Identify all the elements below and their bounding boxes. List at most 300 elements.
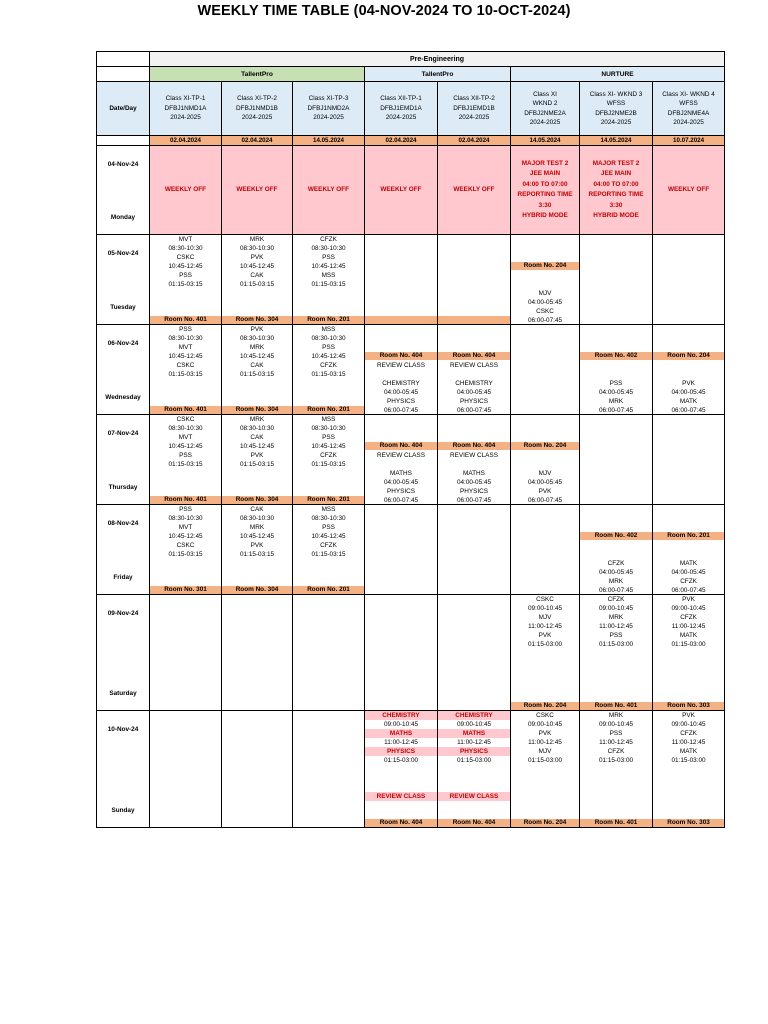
cell-line (653, 334, 724, 343)
schedule-cell (653, 711, 725, 828)
super-header: Pre-Engineering (150, 52, 725, 67)
schedule-cell (653, 235, 725, 325)
room-badge: Room No. 204 (511, 442, 579, 450)
cell-line: CHEMISTRY (382, 380, 420, 387)
schedule-cell (222, 711, 293, 828)
class-header-line: 2024-2025 (458, 114, 490, 122)
cell-line (511, 451, 579, 460)
cell-line: 01:15-03:15 (311, 461, 346, 468)
cell-line: PVK (538, 632, 552, 639)
schedule-cell (222, 235, 293, 325)
cell-line: 10:45-12:45 (168, 353, 203, 360)
room-badge: Room No. 404 (438, 819, 510, 827)
schedule-cell (293, 415, 365, 505)
schedule-cell (293, 505, 365, 595)
cell-line: CHEMISTRY (455, 380, 493, 387)
schedule-cell (438, 711, 511, 828)
cell-line: 01:15-03:15 (239, 461, 275, 468)
cell-line: REVIEW CLASS (450, 362, 498, 369)
cell-line: REVIEW CLASS (438, 792, 510, 801)
cell-line: PSS (179, 506, 192, 513)
class-start-date: 02.04.2024 (222, 136, 293, 146)
room-badge: Room No. 204 (511, 262, 579, 270)
cell-line: WEEKLY OFF (164, 185, 207, 193)
cell-line: PSS (322, 524, 335, 531)
cell-line (511, 244, 579, 253)
cell-line: 10:45-12:45 (311, 353, 346, 360)
class-header-line: DFBJ1EMD1B (453, 104, 495, 112)
room-badge: Room No. 204 (653, 352, 724, 360)
schedule-cell (580, 415, 653, 505)
schedule-cell (150, 505, 222, 595)
start-date-blank (97, 136, 150, 146)
weekly-off-cell (580, 146, 653, 235)
cell-line (438, 370, 510, 379)
cell-line: MJV (538, 290, 552, 297)
cell-line: 10:45-12:45 (239, 533, 275, 540)
cell-line: CHEMISTRY (365, 711, 437, 720)
class-start-date: 14.05.2024 (580, 136, 653, 146)
cell-line: 01:15-03:15 (168, 281, 203, 288)
cell-line: MRK (249, 344, 265, 351)
room-badge: Room No. 404 (365, 819, 437, 827)
cell-line (365, 774, 437, 783)
cell-line: 09:00-10:45 (671, 605, 706, 612)
cell-line: 08:30-10:30 (311, 515, 346, 522)
cell-line (511, 424, 579, 433)
cell-line: HYBRID MODE (522, 212, 568, 219)
cell-line: REPORTING TIME (588, 191, 644, 198)
cell-line: 06:00-07:45 (598, 407, 634, 414)
cell-line: 01:15-03:00 (598, 757, 634, 764)
cell-lines (653, 505, 724, 595)
group-header: TallentPro (365, 67, 511, 82)
cell-line: 11:00-12:45 (528, 623, 562, 630)
class-header-line: 2024-2025 (600, 119, 632, 126)
cell-line: MJV (538, 614, 552, 621)
cell-line: MRK (608, 578, 624, 585)
room-badge: Room No. 301 (150, 586, 221, 594)
day-name: Sunday (111, 807, 135, 814)
cell-line (438, 343, 510, 352)
cell-line: 06:00-07:45 (456, 497, 492, 504)
cell-line (511, 280, 579, 289)
cell-line: PHYSICS (438, 747, 510, 756)
day-row (97, 711, 725, 828)
schedule-cell (653, 415, 725, 505)
cell-line: 01:15-03:00 (456, 757, 492, 764)
cell-lines (222, 415, 292, 469)
cell-line: 01:15-03:15 (311, 371, 346, 378)
cell-line (438, 433, 510, 442)
cell-line: CAK (250, 362, 264, 369)
room-badge: Room No. 304 (222, 316, 292, 324)
cell-lines (653, 711, 724, 765)
cell-line: CFZK (320, 236, 337, 243)
cell-line: REVIEW CLASS (450, 452, 498, 459)
group-header: TallentPro (150, 67, 365, 82)
cell-line: 09:00-10:45 (598, 605, 634, 612)
cell-line: CAK (250, 272, 264, 279)
cell-line: REVIEW CLASS (377, 452, 425, 459)
cell-line: CFZK (320, 452, 337, 459)
class-header (653, 82, 725, 136)
room-badge: Room No. 201 (293, 496, 364, 504)
cell-line (580, 343, 652, 352)
cell-line (653, 523, 724, 532)
cell-line (438, 334, 510, 343)
schedule-cell (438, 505, 511, 595)
class-header-line: Class XI- WKND 4 (662, 90, 715, 98)
cell-line: CAK (250, 506, 264, 513)
cell-line: 06:00-07:45 (456, 407, 492, 414)
schedule-cell (511, 505, 580, 595)
weekly-off-cell (365, 146, 438, 235)
cell-line: MSS (321, 416, 336, 423)
cell-line: 08:30-10:30 (239, 335, 275, 342)
cell-line (653, 370, 724, 379)
cell-line (365, 783, 437, 792)
class-header-line: Class XI-TP-3 (308, 95, 349, 103)
cell-line (511, 235, 579, 244)
schedule-cell (293, 711, 365, 828)
cell-line: 09:00-10:45 (527, 605, 563, 612)
room-badge: Room No. 404 (438, 442, 510, 450)
cell-line: MATK (679, 632, 698, 639)
cell-lines (580, 595, 652, 649)
room-badge: Room No. 303 (653, 702, 724, 710)
room-badge (365, 316, 437, 324)
schedule-cell (365, 711, 438, 828)
cell-lines (365, 711, 437, 801)
day-cell (97, 711, 150, 828)
day-cell (97, 235, 150, 325)
cell-line: 08:30-10:30 (168, 335, 203, 342)
class-header-line: WFSS (606, 100, 626, 107)
header-row-super (97, 52, 725, 67)
cell-line (438, 460, 510, 469)
cell-line: MRK (608, 614, 624, 621)
day-date: 05-Nov-24 (107, 250, 139, 257)
cell-line: 08:30-10:30 (168, 515, 203, 522)
day-date: 08-Nov-24 (107, 520, 139, 527)
cell-line: WEEKLY OFF (380, 185, 422, 193)
cell-line: MSS (321, 506, 336, 513)
cell-line: 10:45-12:45 (168, 443, 203, 450)
room-badge: Room No. 402 (580, 352, 652, 360)
schedule-cell (438, 595, 511, 711)
cell-line (580, 550, 652, 559)
cell-line (580, 514, 652, 523)
date-day-header: Date/Day (97, 82, 150, 136)
cell-line (365, 460, 437, 469)
cell-line: 01:15-03:15 (311, 281, 346, 288)
class-header (438, 82, 511, 136)
schedule-cell (438, 235, 511, 325)
cell-line: MSS (321, 326, 336, 333)
cell-lines (438, 711, 510, 801)
room-badge: Room No. 404 (438, 352, 510, 360)
cell-line: MAJOR TEST 2 (592, 159, 640, 167)
cell-line: 11:00-12:45 (599, 623, 633, 630)
weekly-off-cell (511, 146, 580, 235)
cell-line (365, 765, 437, 774)
schedule-cell (580, 505, 653, 595)
schedule-cell (653, 325, 725, 415)
cell-line: CFZK (680, 578, 697, 585)
day-row (97, 325, 725, 415)
class-header-line: 2024-2025 (313, 114, 344, 122)
cell-line: CSKC (176, 362, 195, 369)
cell-line: 11:00-12:45 (457, 739, 491, 746)
group-header: NURTURE (511, 67, 725, 82)
room-badge: Room No. 401 (150, 316, 221, 324)
day-name: Tuesday (110, 304, 136, 311)
cell-line (580, 523, 652, 532)
cell-line: PSS (322, 434, 335, 441)
cell-line: PSS (179, 326, 192, 333)
schedule-cell (293, 235, 365, 325)
cell-line: JEE MAIN (600, 170, 632, 177)
cell-line: CSKC (176, 542, 195, 549)
cell-line (365, 343, 437, 352)
cell-lines (150, 505, 221, 559)
cell-line: PVK (250, 326, 264, 333)
cell-line: 04:00-05:45 (598, 569, 634, 576)
class-header-line: Class XI-TP-2 (237, 95, 277, 103)
cell-line (580, 334, 652, 343)
cell-lines (150, 235, 221, 289)
cell-lines (365, 415, 437, 505)
schedule-cell (222, 415, 293, 505)
cell-line: MRK (608, 712, 624, 719)
cell-lines (293, 325, 364, 379)
class-header-line: DFBJ1NMD1B (236, 104, 278, 112)
cell-line (511, 271, 579, 280)
cell-line: MATK (679, 560, 698, 567)
room-badge: Room No. 401 (580, 702, 652, 710)
cell-line: PVK (682, 380, 695, 387)
room-badge: Room No. 401 (150, 496, 221, 504)
cell-line: 04:00-05:45 (671, 389, 706, 396)
cell-line: 10:45-12:45 (168, 263, 203, 270)
cell-lines (511, 595, 579, 649)
schedule-cell (511, 595, 580, 711)
cell-line: REPORTING TIME (517, 191, 573, 198)
cell-line: 3:30 (609, 201, 623, 209)
cell-lines (222, 235, 292, 289)
cell-line: 01:15-03:15 (311, 551, 346, 558)
cell-line: 01:15-03:15 (168, 461, 203, 468)
class-header-line: 2024-2025 (673, 119, 704, 126)
class-header-line: DFBJ2NME2B (595, 109, 637, 117)
schedule-cell (365, 235, 438, 325)
class-header-line: DFBJ1NMD2A (307, 104, 350, 112)
cell-line: 06:00-07:45 (383, 407, 419, 414)
schedule-cell (511, 415, 580, 505)
cell-lines (653, 325, 724, 415)
day-name: Saturday (109, 690, 137, 697)
room-badge: Room No. 304 (222, 406, 292, 414)
class-header-line: Class XI (533, 90, 557, 98)
room-badge: Room No. 402 (580, 532, 652, 540)
schedule-cell (222, 505, 293, 595)
cell-line: 10:45-12:45 (239, 443, 275, 450)
cell-lines (511, 415, 579, 505)
cell-line: PVK (250, 542, 264, 549)
cell-line: MVT (178, 524, 193, 531)
cell-line: 08:30-10:30 (239, 425, 275, 432)
cell-line: 01:15-03:00 (527, 757, 563, 764)
cell-line: CFZK (320, 362, 337, 369)
cell-line: 01:15-03:15 (239, 551, 275, 558)
cell-line: CFZK (680, 730, 697, 737)
cell-line: CSKC (176, 254, 195, 261)
class-start-date: 14.05.2024 (293, 136, 365, 146)
room-badge: Room No. 201 (293, 316, 364, 324)
cell-lines (293, 505, 364, 559)
room-badge: Room No. 201 (653, 532, 724, 540)
cell-line: 04:00-05:45 (671, 569, 706, 576)
cell-lines (150, 415, 221, 469)
cell-line: WEEKLY OFF (236, 185, 278, 193)
class-header (365, 82, 438, 136)
day-date: 09-Nov-24 (107, 610, 139, 617)
cell-line: PHYSICS (365, 747, 437, 756)
weekly-off-cell (653, 146, 725, 235)
cell-line (365, 334, 437, 343)
schedule-cell (511, 711, 580, 828)
cell-line (438, 415, 510, 424)
schedule-cell (580, 235, 653, 325)
cell-line: 01:15-03:15 (168, 371, 203, 378)
room-badge: Room No. 204 (511, 819, 579, 827)
schedule-cell (222, 595, 293, 711)
cell-line: 11:00-12:45 (671, 739, 706, 746)
cell-line: 08:30-10:30 (311, 335, 346, 342)
schedule-cell (653, 595, 725, 711)
weekly-off-cell (150, 146, 222, 235)
cell-line: 01:15-03:00 (383, 757, 419, 764)
cell-line: JEE MAIN (529, 170, 561, 177)
cell-line: MRK (249, 524, 265, 531)
cell-line: 10:45-12:45 (311, 263, 346, 270)
day-row (97, 505, 725, 595)
cell-line (580, 361, 652, 370)
cell-line (511, 433, 579, 442)
cell-line: MRK (249, 236, 265, 243)
cell-line: 10:45-12:45 (239, 263, 275, 270)
cell-line: 04:00 TO 07:00 (593, 180, 639, 188)
cell-line: MJV (538, 470, 552, 477)
cell-line: PVK (682, 596, 695, 603)
cell-line (580, 541, 652, 550)
cell-line: PSS (179, 272, 192, 279)
cell-line: 08:30-10:30 (239, 515, 275, 522)
cell-line: 11:00-12:45 (384, 739, 418, 746)
cell-line (438, 783, 510, 792)
schedule-cell (438, 325, 511, 415)
cell-line (365, 433, 437, 442)
schedule-cell (293, 325, 365, 415)
cell-line: 04:00-05:45 (598, 389, 634, 396)
schedule-cell (580, 711, 653, 828)
cell-line: 01:15-03:15 (239, 371, 275, 378)
class-start-date: 02.04.2024 (365, 136, 438, 146)
cell-line: CSKC (536, 712, 554, 719)
cell-line: 01:15-03:00 (671, 641, 706, 648)
cell-line: MAJOR TEST 2 (521, 159, 569, 167)
cell-line: 06:00-07:45 (527, 317, 563, 324)
class-header-line: WFSS (679, 100, 698, 107)
cell-line: 06:00-07:45 (598, 587, 634, 594)
cell-lines (150, 325, 221, 379)
cell-line: MVT (178, 344, 193, 351)
room-badge: Room No. 404 (365, 442, 437, 450)
schedule-cell (438, 415, 511, 505)
room-badge: Room No. 304 (222, 586, 292, 594)
class-header-line: 2024-2025 (170, 114, 201, 122)
day-cell (97, 325, 150, 415)
corner-cell-2 (97, 67, 150, 82)
class-header-line: Class XII-TP-1 (380, 95, 422, 103)
cell-line: CSKC (536, 596, 554, 603)
day-cell (97, 415, 150, 505)
class-header (222, 82, 293, 136)
cell-line: 10:45-12:45 (168, 533, 203, 540)
cell-line: 11:00-12:45 (671, 623, 706, 630)
day-cell (97, 505, 150, 595)
day-row (97, 595, 725, 711)
schedule-cell (653, 505, 725, 595)
cell-line: CSKC (536, 308, 554, 315)
day-date: 06-Nov-24 (107, 340, 139, 347)
room-badge: Room No. 304 (222, 496, 292, 504)
day-date: 04-Nov-24 (107, 161, 139, 168)
cell-lines (293, 415, 364, 469)
start-date-row (97, 136, 725, 146)
cell-lines (511, 235, 579, 325)
cell-line: MJV (538, 748, 552, 755)
cell-line (653, 514, 724, 523)
class-header-line: DFBJ1EMD1A (380, 104, 422, 112)
day-row (97, 146, 725, 235)
class-header-line: WKND 2 (532, 100, 558, 107)
cell-line: 01:15-03:00 (598, 641, 634, 648)
cell-line (438, 424, 510, 433)
room-badge: Room No. 404 (365, 352, 437, 360)
day-row (97, 415, 725, 505)
class-header-line: 2024-2025 (385, 114, 417, 122)
cell-line: PVK (250, 254, 264, 261)
weekly-off-cell (222, 146, 293, 235)
schedule-cell (365, 595, 438, 711)
header-row-classes (97, 82, 725, 136)
schedule-cell (511, 325, 580, 415)
cell-line (580, 370, 652, 379)
schedule-cell (365, 325, 438, 415)
cell-line (653, 505, 724, 514)
cell-line (653, 325, 724, 334)
cell-line: 09:00-10:45 (527, 721, 563, 728)
cell-lines (580, 505, 652, 595)
room-badge: Room No. 303 (653, 819, 724, 827)
cell-line: 11:00-12:45 (599, 739, 633, 746)
cell-line: CAK (250, 434, 264, 441)
cell-line: PVK (538, 730, 552, 737)
cell-line: PSS (179, 452, 192, 459)
cell-lines (511, 711, 579, 765)
